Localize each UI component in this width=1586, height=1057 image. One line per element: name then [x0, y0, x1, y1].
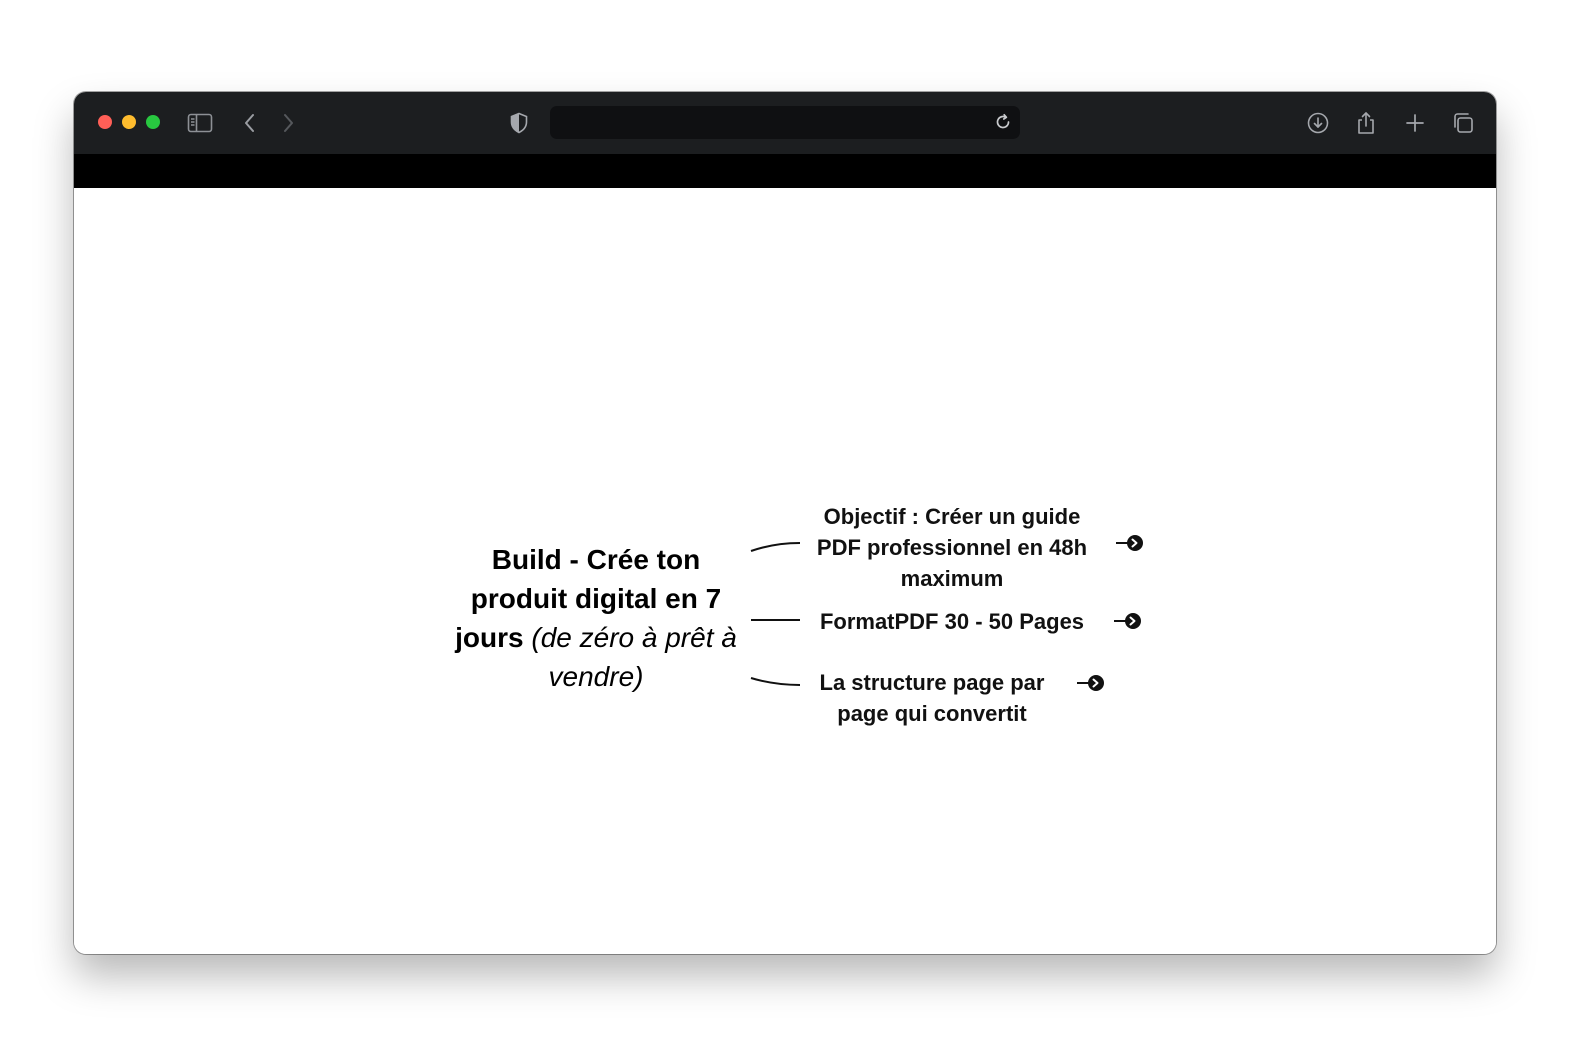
tab-overview-button[interactable]	[1449, 109, 1477, 137]
downloads-button[interactable]	[1304, 109, 1332, 137]
zoom-window-button[interactable]	[146, 115, 160, 129]
privacy-report-button[interactable]	[505, 109, 533, 137]
central-topic-subtitle: (de zéro à prêt à vendre)	[531, 622, 737, 692]
minimize-window-button[interactable]	[122, 115, 136, 129]
expand-arrow-icon[interactable]	[1076, 673, 1108, 693]
page-header-band	[74, 154, 1496, 188]
chevron-left-icon	[243, 113, 257, 133]
mindmap-branch-format: FormatPDF 30 - 50 Pages	[819, 609, 1085, 634]
reload-icon	[994, 113, 1012, 131]
page-content	[74, 188, 1496, 954]
mindmap-central-topic	[454, 540, 738, 696]
browser-window	[74, 92, 1496, 954]
shield-icon	[510, 112, 528, 134]
mindmap-branch-structure: La structure page par page qui convertit	[819, 670, 1045, 726]
chevron-right-icon	[281, 113, 295, 133]
tabs-overview-icon	[1451, 111, 1475, 135]
browser-toolbar	[74, 92, 1496, 154]
reload-button[interactable]	[990, 109, 1016, 135]
expand-arrow-icon[interactable]	[1113, 611, 1145, 631]
new-tab-button[interactable]	[1401, 109, 1429, 137]
expand-arrow-icon[interactable]	[1115, 533, 1147, 553]
mindmap-connectors	[74, 188, 1496, 954]
close-window-button[interactable]	[98, 115, 112, 129]
share-button[interactable]	[1352, 109, 1380, 137]
download-icon	[1306, 111, 1330, 135]
sidebar-toggle-button[interactable]	[186, 109, 214, 137]
central-topic-title: Build - Crée ton produit digital en 7 jours	[455, 544, 722, 653]
address-bar[interactable]	[550, 106, 1020, 139]
plus-icon	[1405, 113, 1425, 133]
share-icon	[1355, 111, 1377, 135]
connector-line-3	[751, 678, 800, 685]
forward-button[interactable]	[274, 109, 302, 137]
back-button[interactable]	[236, 109, 264, 137]
sidebar-icon	[187, 113, 213, 133]
connector-line-1	[751, 543, 800, 551]
mindmap-branch-objectif: Objectif : Créer un guide PDF professionnel en 48h maximum	[816, 504, 1088, 591]
